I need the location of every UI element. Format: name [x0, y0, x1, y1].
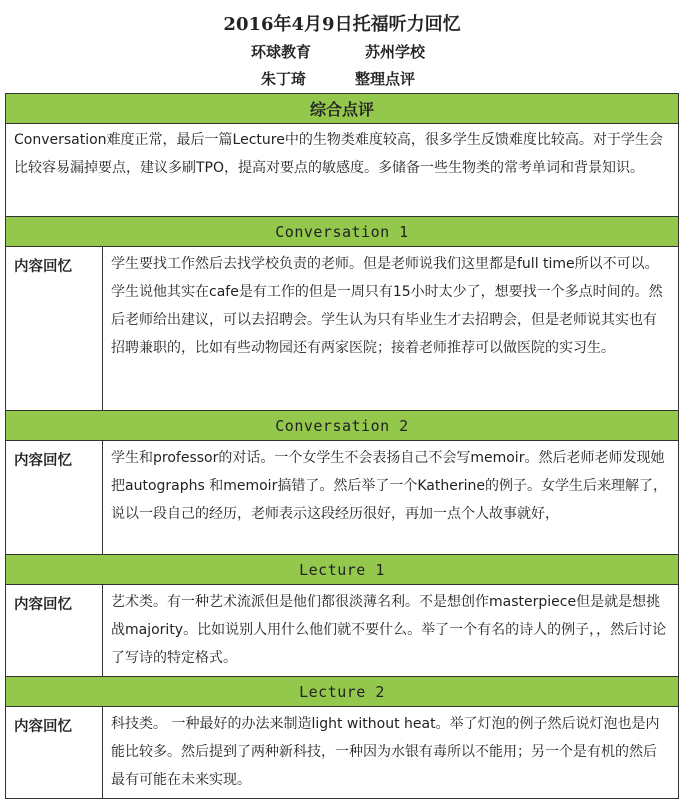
conversation-1-text: 学生要找工作然后去找学校负责的老师。但是老师说我们这里都是full time所以不可以。学生说他其实在cafe是有工作的但是一周只有15小时太少了，想要找一个多点时间的。然后老师给出建议，可以去招聘会。学生认为只有毕业生才去招聘会，但是老师说其实也有招聘兼职的，比如有些动物园还有两家医院；接着老师推荐可以做医院的实习生。	[103, 247, 679, 411]
summary-text: Conversation难度正常，最后一篇Lecture中的生物类难度较高，很多学生反馈难度比较高。对于学生会比较容易漏掉要点，建议多刷TPO，提高对要点的敏感度。多储备一些生物类的常考单词和背景知识。	[6, 124, 679, 217]
lecture-1-label: 内容回忆	[6, 585, 103, 677]
lecture-2-label: 内容回忆	[6, 707, 103, 799]
recall-table	[5, 93, 679, 799]
section-content-row	[6, 707, 679, 799]
conversation-2-text: 学生和professor的对话。一个女学生不会表扬自己不会写memoir。然后老师老师发现她把autographs 和memoir搞错了。然后举了一个Katherine的例子。女学生后来理解了，说以一段自己的经历，老师表示这段经历很好，再加一点个人故事就好，	[103, 441, 679, 555]
section-heading-row	[6, 677, 679, 707]
summary-row	[6, 124, 679, 217]
header-role: 整理点评	[355, 70, 416, 88]
lecture-2-text: 科技类。 一种最好的办法来制造light without heat。举了灯泡的例子然后说灯泡也是内能比较多。然后提到了两种新科技，一种因为水银有毒所以不能用；另一个是有机的然后最有可能在未来实现。	[103, 707, 679, 799]
section-content-row	[6, 247, 679, 411]
header-author: 朱丁琦	[261, 70, 307, 88]
section-heading-row	[6, 555, 679, 585]
lecture-2-heading: Lecture 2	[6, 677, 679, 707]
header-school: 苏州学校	[365, 43, 426, 61]
conversation-2-heading: Conversation 2	[6, 411, 679, 441]
header-author-line	[0, 68, 684, 90]
header-org-line	[0, 41, 684, 63]
lecture-1-heading: Lecture 1	[6, 555, 679, 585]
conversation-1-heading: Conversation 1	[6, 217, 679, 247]
section-heading-row	[6, 411, 679, 441]
summary-heading: 综合点评	[6, 94, 679, 124]
conversation-1-label: 内容回忆	[6, 247, 103, 411]
section-content-row	[6, 585, 679, 677]
conversation-2-label: 内容回忆	[6, 441, 103, 555]
section-content-row	[6, 441, 679, 555]
section-heading-row	[6, 217, 679, 247]
page-title: 2016年4月9日托福听力回忆	[223, 14, 461, 35]
header-org: 环球教育	[251, 43, 312, 61]
summary-heading-row	[6, 94, 679, 124]
lecture-1-text: 艺术类。有一种艺术流派但是他们都很淡薄名利。不是想创作masterpiece但是就是想挑战majority。比如说别人用什么他们就不要什么。举了一个有名的诗人的例子，，然后讨论了写诗的特定格式。	[103, 585, 679, 677]
